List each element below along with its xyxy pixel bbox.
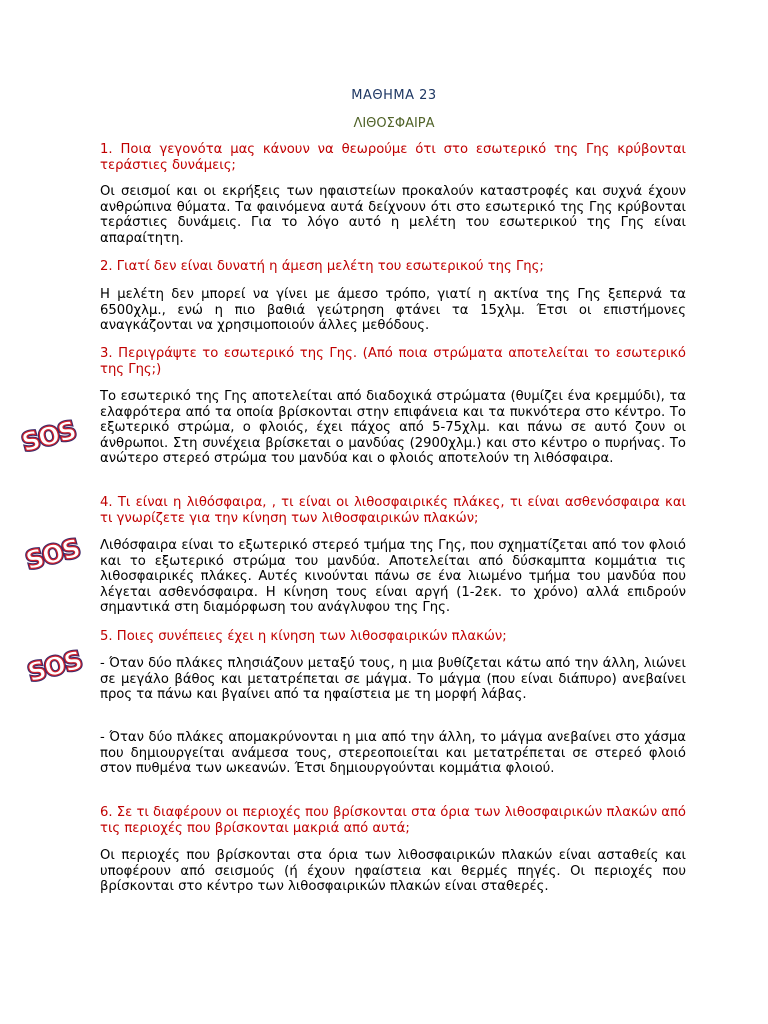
lesson-title: ΜΑΘΗΜΑ 23 [351, 88, 437, 103]
question-4: 4. Τι είναι η λιθόσφαιρα, , τι είναι οι λιθοσφαιρικές πλάκες, τι είναι ασθενόσφαιρα και τι γνωρίζετε για την κίνηση των λιθοσφαιρικών πλακών; [100, 495, 686, 526]
answer-5a: - Όταν δύο πλάκες πλησιάζουν μεταξύ τους, η μια βυθίζεται κάτω από την άλλη, λιώνει σε μεγάλο βάθος και μετατρέπεται σε μάγμα. Το μάγμα (που είναι διάπυρο) ανεβαίνει προς τα πάνω και βγαίνει από τα ηφαίστεια με τη μορφή λάβας. [100, 656, 686, 703]
answer-2: Η μελέτη δεν μπορεί να γίνει με άμεσο τρόπο, γιατί η ακτίνα της Γης ξεπερνά τα 6500χλμ., ενώ η πιο βαθιά γεώτρηση φτάνει τα 15χλμ. Έτσι οι επιστήμονες αναγκάζονται να χρησιμοποιούν άλλες μεθόδους. [100, 287, 686, 334]
answer-1: Οι σεισμοί και οι εκρήξεις των ηφαιστείων προκαλούν καταστροφές και συχνά έχουν ανθρώπινα θύματα. Τα φαινόμενα αυτά δείχνουν ότι στο εσωτερικό της Γης κρύβονται τεράστιες δυνάμεις. Για το λόγο αυτό η μελέτη του εσωτερικού της Γης είναι απαραίτητη. [100, 184, 686, 246]
answer-5b: - Όταν δύο πλάκες απομακρύνονται η μια από την άλλη, το μάγμα ανεβαίνει στο χάσμα που δημιουργείται ανάμεσα τους, στερεοποιείται και μετατρέπεται σε στερεό φλοιό στον πυθμένα των ωκεανών. Έτσι δημιουργούνται κομμάτια φλοιού. [100, 730, 686, 777]
answer-4: Λιθόσφαιρα είναι το εξωτερικό στερεό τμήμα της Γης, που σχηματίζεται από τον φλοιό και το εξωτερικό στρώμα του μανδύα. Αποτελείται από δύσκαμπτα κομμάτια τις λιθοσφαιρικές πλάκες. Αυτές κινούνται πάνω σε ένα λιωμένο τμήμα του μανδύα που λέγεται ασθενόσφαιρα. Η κίνηση τους είναι αργή (1-2εκ. το χρόνο) αλλά επιδρούν σημαντικά στη διαμόρφωση του ανάγλυφου της Γης. [100, 538, 686, 616]
question-2: 2. Γιατί δεν είναι δυνατή η άμεση μελέτη του εσωτερικού της Γης; [100, 259, 544, 274]
question-3: 3. Περιγράψτε το εσωτερικό της Γης. (Από ποια στρώματα αποτελείται το εσωτερικό της Γης;) [100, 346, 686, 377]
answer-6: Οι περιοχές που βρίσκονται στα όρια των λιθοσφαιρικών πλακών είναι ασταθείς και υποφέρουν από σεισμούς (ή έχουν ηφαίστεια και θερμές πηγές. Οι περιοχές που βρίσκονται στο κέντρο των λιθοσφαιρικών πλακών είναι σταθερές. [100, 848, 686, 895]
sos-stamp-2 [18, 530, 86, 574]
lesson-subtitle: ΛΙΘΟΣΦΑΙΡΑ [353, 116, 435, 131]
answer-3: Το εσωτερικό της Γης αποτελείται από διαδοχικά στρώματα (θυμίζει ένα κρεμμύδι), τα ελαφρότερα από τα οποία βρίσκονται στην επιφάνεια και τα πυκνότερα στο κέντρο. Το εξωτερικό στρώμα, ο φλοιός, έχει πάχος από 5-75χλμ. και πάνω σε αυτό ζουν οι άνθρωποι. Στη συνέχεια βρίσκεται ο μανδύας (2900χλμ.) και στο κέντρο ο πυρήνας. Το ανώτερο στερεό στρώμα του μανδύα και ο φλοιός αποτελούν τη λιθόσφαιρα. [100, 389, 686, 467]
sos-stamp-3 [20, 642, 88, 686]
question-5: 5. Ποιες συνέπειες έχει η κίνηση των λιθοσφαιρικών πλακών; [100, 629, 507, 644]
sos-stamp-1 [14, 412, 82, 456]
question-1: 1. Ποια γεγονότα μας κάνουν να θεωρούμε ότι στο εσωτερικό της Γης κρύβονται τεράστιες δυνάμεις; [100, 142, 686, 173]
question-6: 6. Σε τι διαφέρουν οι περιοχές που βρίσκονται στα όρια των λιθοσφαιρικών πλακών από τις περιοχές που βρίσκονται μακριά από αυτά; [100, 805, 686, 836]
